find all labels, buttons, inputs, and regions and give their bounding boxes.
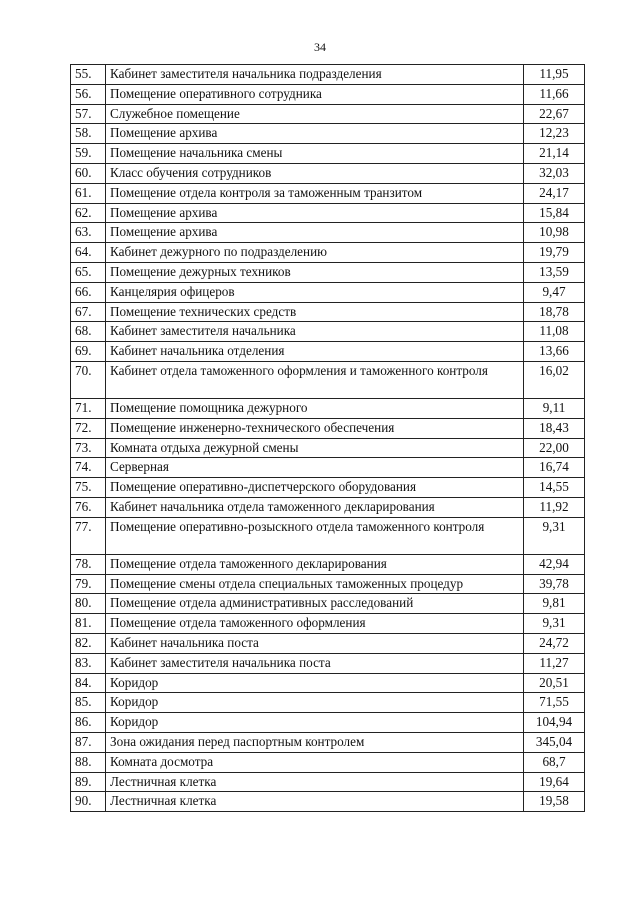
- room-name-cell: Служебное помещение: [106, 104, 524, 124]
- rooms-table: [70, 64, 585, 812]
- room-name-cell: Помещение дежурных техников: [106, 262, 524, 282]
- table-row: [71, 438, 585, 458]
- table-row: [71, 262, 585, 282]
- room-name-cell: Кабинет дежурного по подразделению: [106, 243, 524, 263]
- row-number-cell: 89.: [71, 772, 106, 792]
- room-area-cell: 24,17: [524, 183, 585, 203]
- row-number-cell: 67.: [71, 302, 106, 322]
- room-area-cell: 9,47: [524, 282, 585, 302]
- room-area-cell: 12,23: [524, 124, 585, 144]
- room-name-cell: Помещение отдела контроля за таможенным транзитом: [106, 183, 524, 203]
- table-row: [71, 478, 585, 498]
- room-name-cell: Канцелярия офицеров: [106, 282, 524, 302]
- room-name-cell: Кабинет начальника поста: [106, 633, 524, 653]
- room-name-cell: Кабинет начальника отдела таможенного декларирования: [106, 497, 524, 517]
- room-area-cell: 68,7: [524, 752, 585, 772]
- row-number-cell: 57.: [71, 104, 106, 124]
- table-row: [71, 517, 585, 554]
- room-name-cell: Кабинет заместителя начальника поста: [106, 653, 524, 673]
- room-area-cell: 39,78: [524, 574, 585, 594]
- room-name-cell: Помещение смены отдела специальных таможенных процедур: [106, 574, 524, 594]
- table-row: [71, 673, 585, 693]
- row-number-cell: 73.: [71, 438, 106, 458]
- table-row: [71, 65, 585, 85]
- row-number-cell: 69.: [71, 342, 106, 362]
- table-row: [71, 594, 585, 614]
- room-name-cell: Коридор: [106, 713, 524, 733]
- row-number-cell: 56.: [71, 84, 106, 104]
- room-name-cell: Комната отдыха дежурной смены: [106, 438, 524, 458]
- room-area-cell: 19,58: [524, 792, 585, 812]
- row-number-cell: 55.: [71, 65, 106, 85]
- room-area-cell: 11,08: [524, 322, 585, 342]
- row-number-cell: 70.: [71, 361, 106, 398]
- table-row: [71, 223, 585, 243]
- row-number-cell: 68.: [71, 322, 106, 342]
- table-row: [71, 693, 585, 713]
- room-area-cell: 9,81: [524, 594, 585, 614]
- table-row: [71, 633, 585, 653]
- row-number-cell: 84.: [71, 673, 106, 693]
- table-row: [71, 302, 585, 322]
- room-name-cell: Помещение оперативно-диспетчерского оборудования: [106, 478, 524, 498]
- row-number-cell: 82.: [71, 633, 106, 653]
- table-row: [71, 752, 585, 772]
- room-area-cell: 13,59: [524, 262, 585, 282]
- rooms-table-body: [71, 65, 585, 812]
- room-area-cell: 15,84: [524, 203, 585, 223]
- room-name-cell: Коридор: [106, 693, 524, 713]
- row-number-cell: 64.: [71, 243, 106, 263]
- row-number-cell: 58.: [71, 124, 106, 144]
- table-row: [71, 243, 585, 263]
- room-area-cell: 11,66: [524, 84, 585, 104]
- room-name-cell: Лестничная клетка: [106, 772, 524, 792]
- room-area-cell: 14,55: [524, 478, 585, 498]
- table-row: [71, 772, 585, 792]
- table-row: [71, 458, 585, 478]
- table-row: [71, 144, 585, 164]
- row-number-cell: 71.: [71, 398, 106, 418]
- room-area-cell: 24,72: [524, 633, 585, 653]
- table-row: [71, 361, 585, 398]
- row-number-cell: 83.: [71, 653, 106, 673]
- row-number-cell: 66.: [71, 282, 106, 302]
- room-area-cell: 16,02: [524, 361, 585, 398]
- room-name-cell: Помещение оперативного сотрудника: [106, 84, 524, 104]
- table-row: [71, 322, 585, 342]
- room-area-cell: 32,03: [524, 163, 585, 183]
- table-row: [71, 104, 585, 124]
- room-area-cell: 10,98: [524, 223, 585, 243]
- room-name-cell: Класс обучения сотрудников: [106, 163, 524, 183]
- row-number-cell: 80.: [71, 594, 106, 614]
- table-row: [71, 163, 585, 183]
- room-area-cell: 345,04: [524, 732, 585, 752]
- room-area-cell: 16,74: [524, 458, 585, 478]
- room-name-cell: Помещение архива: [106, 203, 524, 223]
- row-number-cell: 87.: [71, 732, 106, 752]
- table-row: [71, 653, 585, 673]
- room-area-cell: 11,92: [524, 497, 585, 517]
- room-name-cell: Кабинет отдела таможенного оформления и таможенного контроля: [106, 361, 524, 398]
- row-number-cell: 85.: [71, 693, 106, 713]
- room-name-cell: Помещение архива: [106, 223, 524, 243]
- row-number-cell: 63.: [71, 223, 106, 243]
- room-name-cell: Помещение отдела таможенного оформления: [106, 614, 524, 634]
- row-number-cell: 79.: [71, 574, 106, 594]
- table-row: [71, 203, 585, 223]
- room-area-cell: 18,43: [524, 418, 585, 438]
- row-number-cell: 81.: [71, 614, 106, 634]
- room-name-cell: Помещение инженерно-технического обеспечения: [106, 418, 524, 438]
- room-name-cell: Помещение начальника смены: [106, 144, 524, 164]
- table-row: [71, 554, 585, 574]
- room-name-cell: Коридор: [106, 673, 524, 693]
- room-name-cell: Помещение архива: [106, 124, 524, 144]
- room-name-cell: Помещение помощника дежурного: [106, 398, 524, 418]
- table-row: [71, 398, 585, 418]
- room-area-cell: 71,55: [524, 693, 585, 713]
- room-area-cell: 20,51: [524, 673, 585, 693]
- room-area-cell: 9,31: [524, 614, 585, 634]
- row-number-cell: 90.: [71, 792, 106, 812]
- row-number-cell: 88.: [71, 752, 106, 772]
- table-row: [71, 497, 585, 517]
- table-row: [71, 713, 585, 733]
- table-row: [71, 84, 585, 104]
- row-number-cell: 86.: [71, 713, 106, 733]
- room-area-cell: 13,66: [524, 342, 585, 362]
- room-area-cell: 22,67: [524, 104, 585, 124]
- row-number-cell: 59.: [71, 144, 106, 164]
- row-number-cell: 65.: [71, 262, 106, 282]
- row-number-cell: 72.: [71, 418, 106, 438]
- room-name-cell: Серверная: [106, 458, 524, 478]
- room-area-cell: 18,78: [524, 302, 585, 322]
- room-area-cell: 19,79: [524, 243, 585, 263]
- row-number-cell: 60.: [71, 163, 106, 183]
- row-number-cell: 61.: [71, 183, 106, 203]
- room-name-cell: Помещение отдела административных расследований: [106, 594, 524, 614]
- row-number-cell: 76.: [71, 497, 106, 517]
- row-number-cell: 78.: [71, 554, 106, 574]
- room-area-cell: 104,94: [524, 713, 585, 733]
- table-row: [71, 574, 585, 594]
- room-area-cell: 11,27: [524, 653, 585, 673]
- table-row: [71, 614, 585, 634]
- table-row: [71, 732, 585, 752]
- room-name-cell: Помещение отдела таможенного декларирования: [106, 554, 524, 574]
- room-name-cell: Кабинет заместителя начальника подразделения: [106, 65, 524, 85]
- table-row: [71, 124, 585, 144]
- room-name-cell: Кабинет начальника отделения: [106, 342, 524, 362]
- room-name-cell: Помещение технических средств: [106, 302, 524, 322]
- room-area-cell: 21,14: [524, 144, 585, 164]
- table-row: [71, 342, 585, 362]
- row-number-cell: 77.: [71, 517, 106, 554]
- row-number-cell: 62.: [71, 203, 106, 223]
- table-row: [71, 792, 585, 812]
- room-name-cell: Лестничная клетка: [106, 792, 524, 812]
- row-number-cell: 74.: [71, 458, 106, 478]
- room-area-cell: 9,31: [524, 517, 585, 554]
- room-area-cell: 9,11: [524, 398, 585, 418]
- room-name-cell: Кабинет заместителя начальника: [106, 322, 524, 342]
- room-name-cell: Зона ожидания перед паспортным контролем: [106, 732, 524, 752]
- room-name-cell: Комната досмотра: [106, 752, 524, 772]
- room-area-cell: 19,64: [524, 772, 585, 792]
- table-row: [71, 282, 585, 302]
- room-area-cell: 11,95: [524, 65, 585, 85]
- room-area-cell: 22,00: [524, 438, 585, 458]
- room-area-cell: 42,94: [524, 554, 585, 574]
- room-name-cell: Помещение оперативно-розыскного отдела таможенного контроля: [106, 517, 524, 554]
- page-number: 34: [314, 40, 326, 54]
- row-number-cell: 75.: [71, 478, 106, 498]
- table-row: [71, 183, 585, 203]
- table-row: [71, 418, 585, 438]
